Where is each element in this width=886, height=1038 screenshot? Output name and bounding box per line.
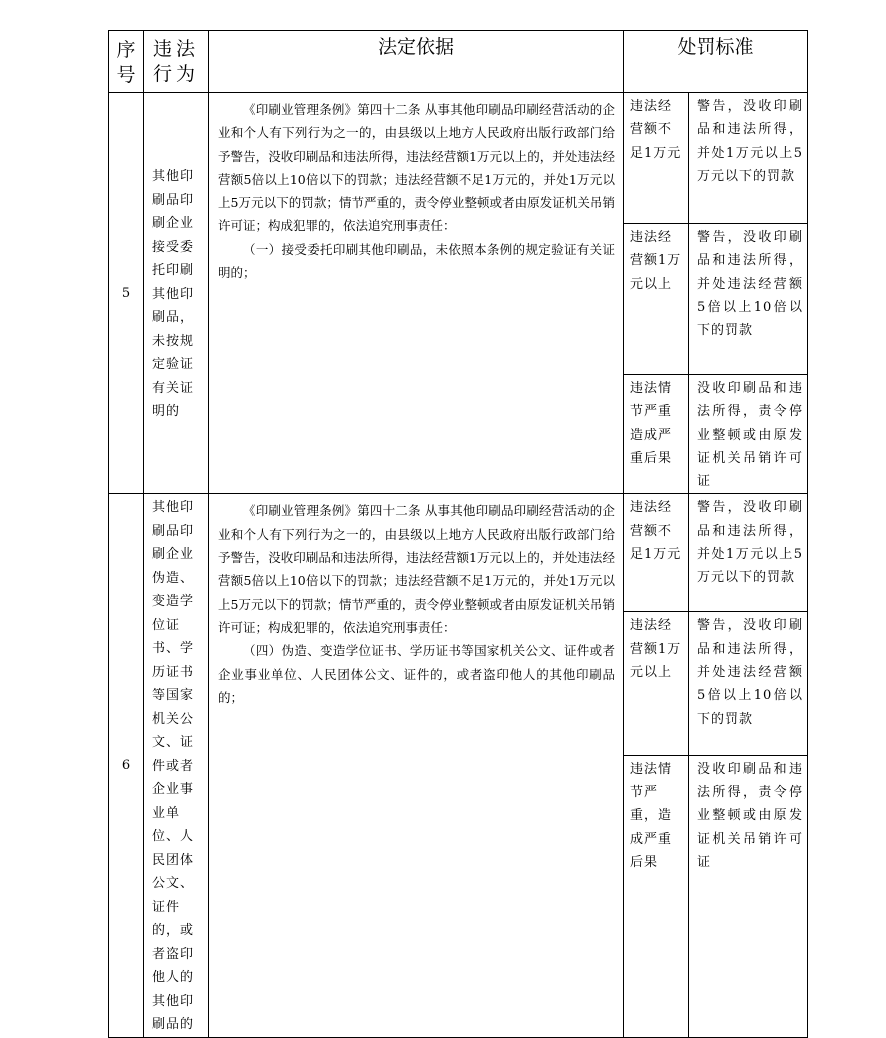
basis-item: （四）伪造、变造学位证书、学历证书等国家机关公文、证件或者企业事业单位、人民团体公文、证件的，或者盗印他人的其他印刷品的； <box>218 643 615 705</box>
condition-cell: 违法经营额不足1万元 <box>624 494 689 612</box>
penalty-cell: 没收印刷品和违法所得，责令停业整顿或由原发证机关吊销许可证 <box>689 375 808 494</box>
violation-text: 其他印刷品印刷企业伪造、变造学位证书、学历证书等国家机关公文、证件或者企业事业单位、人民团体公文、证件的，或者盗印他人的其他印刷品的 <box>152 500 195 1033</box>
basis-item: （一）接受委托印刷其他印刷品，未依照本条例的规定验证有关证明的； <box>218 241 615 281</box>
header-index: 序号 <box>109 31 144 93</box>
condition-cell: 违法经营额1万元以上 <box>624 224 689 375</box>
violation-cell <box>144 494 209 1038</box>
violation-text: 其他印刷品印刷企业接受委托印刷其他印刷品，未按规定验证有关证明的 <box>152 169 195 419</box>
legal-basis-cell <box>209 494 624 1038</box>
violation-cell <box>144 93 209 494</box>
condition-cell: 违法情节严重造成严重后果 <box>624 375 689 494</box>
legal-basis-cell <box>209 93 624 494</box>
header-legal-basis: 法定依据 <box>209 31 624 93</box>
table-header-row <box>109 31 808 93</box>
penalty-cell: 没收印刷品和违法所得，责令停业整顿或由原发证机关吊销许可证 <box>689 755 808 1037</box>
header-violation: 违法行为 <box>144 31 209 93</box>
basis-article: 《印刷业管理条例》第四十二条 从事其他印刷品印刷经营活动的企业和个人有下列行为之一的，由县级以上地方人民政府出版行政部门给予警告，没收印刷品和违法所得，违法经营额1万元以上的，并处违法经营额5倍以上10倍以下的罚款；违法经营额不足1万元的，并处1万元以上5万元以下的罚款；情节严重的，责令停业整顿或者由原发证机关吊销许可证；构成犯罪的，依法追究刑事责任： <box>218 503 615 635</box>
penalty-cell: 警告，没收印刷品和违法所得，并处违法经营额5倍以上10倍以下的罚款 <box>689 612 808 755</box>
table-row <box>109 494 808 612</box>
table-row <box>109 93 808 224</box>
row-index: 6 <box>109 494 144 1038</box>
basis-article: 《印刷业管理条例》第四十二条 从事其他印刷品印刷经营活动的企业和个人有下列行为之一的，由县级以上地方人民政府出版行政部门给予警告，没收印刷品和违法所得，违法经营额1万元以上的，并处违法经营额5倍以上10倍以下的罚款；违法经营额不足1万元的，并处1万元以上5万元以下的罚款；情节严重的，责令停业整顿或者由原发证机关吊销许可证；构成犯罪的，依法追究刑事责任： <box>218 102 615 234</box>
row-index: 5 <box>109 93 144 494</box>
penalty-cell: 警告，没收印刷品和违法所得，并处1万元以上5万元以下的罚款 <box>689 93 808 224</box>
penalty-cell: 警告，没收印刷品和违法所得，并处1万元以上5万元以下的罚款 <box>689 494 808 612</box>
penalty-standard-document <box>108 30 807 1038</box>
penalty-cell: 警告，没收印刷品和违法所得，并处违法经营额5倍以上10倍以下的罚款 <box>689 224 808 375</box>
condition-cell: 违法经营额不足1万元 <box>624 93 689 224</box>
header-penalty-standard: 处罚标准 <box>624 31 808 93</box>
condition-cell: 违法情节严重，造成严重后果 <box>624 755 689 1037</box>
penalty-table <box>108 30 808 1038</box>
condition-cell: 违法经营额1万元以上 <box>624 612 689 755</box>
